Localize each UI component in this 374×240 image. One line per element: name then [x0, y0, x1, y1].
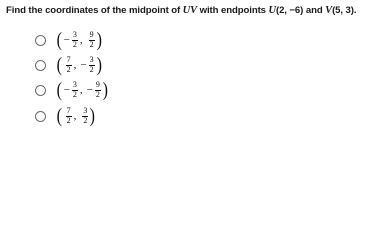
answer-option-4[interactable]	[35, 104, 96, 128]
y-fraction	[95, 81, 101, 100]
y-numerator: 3	[83, 105, 88, 115]
segment-name: UV	[182, 5, 198, 16]
point-u-coords: (2, −6)	[275, 5, 304, 16]
radio-button-1[interactable]	[35, 35, 46, 46]
answer-option-1[interactable]	[35, 28, 102, 52]
close-paren: )	[96, 29, 102, 51]
radio-button-4[interactable]	[35, 111, 46, 122]
comma: ,	[73, 59, 77, 71]
x-fraction	[66, 56, 72, 75]
answer-option-2[interactable]	[35, 53, 102, 77]
comma: ,	[73, 110, 77, 122]
open-paren: (	[56, 105, 63, 127]
y-numerator: 9	[89, 29, 94, 39]
answer-expression-2	[56, 55, 102, 75]
point-v-name: V	[325, 5, 333, 16]
y-sign: −	[86, 84, 93, 96]
x-numerator: 3	[72, 29, 77, 39]
y-denominator: 2	[83, 116, 88, 126]
x-fraction	[72, 31, 78, 50]
answer-option-3[interactable]	[35, 78, 109, 102]
close-paren: )	[90, 105, 96, 127]
open-paren: (	[56, 29, 63, 51]
x-sign: −	[63, 84, 70, 96]
x-denominator: 2	[72, 90, 77, 100]
y-fraction	[89, 56, 95, 75]
open-paren: (	[56, 54, 63, 76]
question-text	[6, 5, 356, 16]
open-paren: (	[56, 79, 63, 101]
question-prefix: Find the coordinates of the midpoint of	[6, 5, 183, 16]
x-denominator: 2	[72, 40, 77, 50]
x-sign: −	[63, 34, 70, 46]
y-denominator: 2	[89, 40, 94, 50]
x-numerator: 7	[66, 54, 71, 64]
x-fraction	[72, 81, 78, 100]
y-fraction	[82, 107, 88, 126]
answer-expression-1	[56, 30, 102, 50]
radio-button-3[interactable]	[35, 85, 46, 96]
y-fraction	[89, 31, 95, 50]
x-denominator: 2	[66, 116, 71, 126]
comma: ,	[79, 84, 83, 96]
x-fraction	[66, 107, 72, 126]
y-numerator: 3	[89, 54, 94, 64]
x-numerator: 3	[72, 79, 77, 89]
radio-button-2[interactable]	[35, 60, 46, 71]
y-denominator: 2	[95, 90, 100, 100]
answer-expression-3	[56, 80, 109, 100]
x-numerator: 7	[66, 105, 71, 115]
point-u-name: U	[268, 5, 276, 16]
comma: ,	[79, 34, 83, 46]
question-and: and	[303, 5, 326, 16]
x-denominator: 2	[66, 65, 71, 75]
answer-expression-4	[56, 106, 96, 126]
y-numerator: 9	[95, 79, 100, 89]
y-denominator: 2	[89, 65, 94, 75]
close-paren: )	[102, 79, 108, 101]
y-sign: −	[80, 59, 87, 71]
question-middle: with endpoints	[197, 5, 269, 16]
point-v-coords: (5, 3).	[332, 5, 357, 16]
close-paren: )	[96, 54, 102, 76]
